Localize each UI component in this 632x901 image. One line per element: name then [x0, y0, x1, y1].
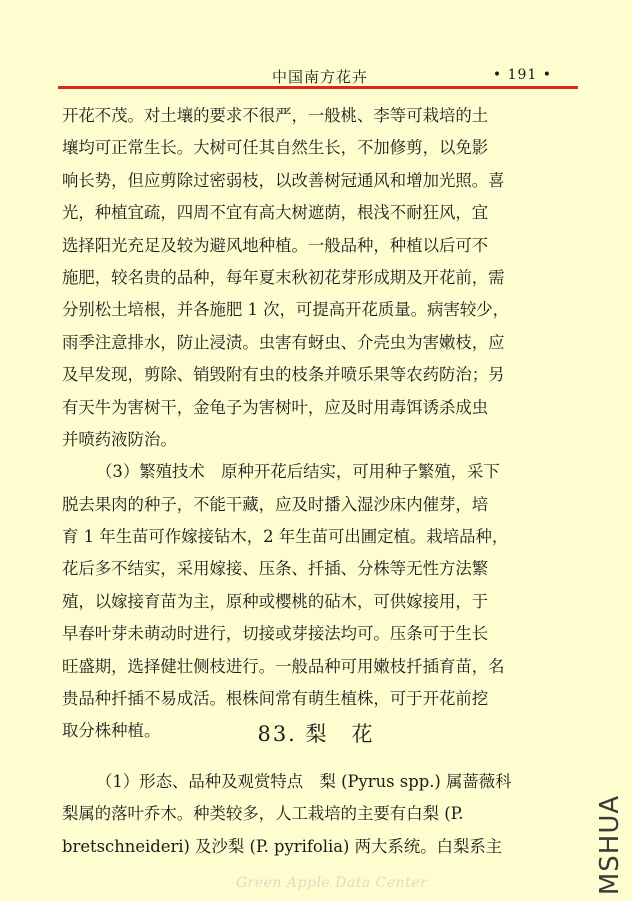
text-line: 及早发现，剪除、销毁附有虫的枝条并喷乐果等农药防治；另	[62, 365, 505, 385]
text-line: 开花不茂。对土壤的要求不很严，一般桃、李等可栽培的土	[62, 106, 489, 125]
text-line: （1）形态、品种及观赏特点 梨 (Pyrus spp.) 属蔷薇科	[96, 772, 512, 791]
main-text	[62, 100, 582, 748]
section-text	[62, 766, 582, 863]
text-line: 雨季注意排水，防止浸渍。虫害有蚜虫、介壳虫为害嫩枝，应	[62, 332, 505, 352]
text-line: 选择阳光充足及较为避风地种植。一般品种，种植以后可不	[62, 235, 489, 255]
text-line: 脱去果肉的种子，不能干藏，应及时播入湿沙床内催芽，培	[62, 494, 489, 514]
text-line: 花后多不结实，采用嫁接、压条、扦插、分株等无性方法繁	[62, 559, 489, 579]
side-watermark	[588, 794, 632, 896]
text-line: （3）繁殖技术 原种开花后结实，可用种子繁殖，采下	[96, 462, 500, 482]
text-line: 有天牛为害树干，金龟子为害树叶，应及时用毒饵诱杀成虫	[62, 397, 489, 417]
running-header	[60, 66, 578, 88]
page-number: • 191 •	[492, 67, 552, 83]
text-line: 育 1 年生苗可作嫁接钻木，2 年生苗可出圃定植。栽培品种，	[62, 527, 509, 547]
text-line: 响长势，但应剪除过密弱枝，以改善树冠通风和增加光照。喜	[62, 170, 505, 190]
text-line: 施肥，较名贵的品种，每年夏末秋初花芽形成期及开花前，需	[62, 267, 505, 287]
side-watermark-text: MSHUA	[595, 794, 625, 896]
text-line: 光，种植宜疏，四周不宜有高大树遮荫，根浅不耐狂风，宜	[62, 203, 489, 223]
text-line: bretschneideri) 及沙梨 (P. pyrifolia) 两大系统。白梨系主	[62, 836, 503, 856]
text-line: 贵品种扦插不易成活。根株间常有萌生植株，可于开花前挖	[62, 689, 489, 709]
text-line: 壤均可正常生长。大树可任其自然生长，不加修剪，以免影	[62, 138, 489, 158]
text-line: 取分株种植。	[62, 721, 161, 741]
section-heading: 83. 梨 花	[257, 722, 375, 746]
watermark: Green Apple Data Center	[236, 875, 428, 891]
text-line: 梨属的落叶乔木。种类较多，人工栽培的主要有白梨 (P.	[62, 804, 464, 824]
header-rule	[58, 86, 578, 89]
book-title: 中国南方花卉	[272, 68, 369, 86]
text-line: 并喷药液防治。	[62, 429, 177, 449]
text-line: 早春叶芽未萌动时进行，切接或芽接法均可。压条可于生长	[62, 624, 489, 644]
text-line: 旺盛期，选择健壮侧枝进行。一般品种可用嫩枝扦插育苗，名	[62, 656, 505, 676]
text-line: 分别松土培根，并各施肥 1 次，可提高开花质量。病害较少，	[62, 300, 510, 320]
text-line: 殖，以嫁接育苗为主，原种或樱桃的砧木，可供嫁接用，于	[62, 591, 489, 611]
